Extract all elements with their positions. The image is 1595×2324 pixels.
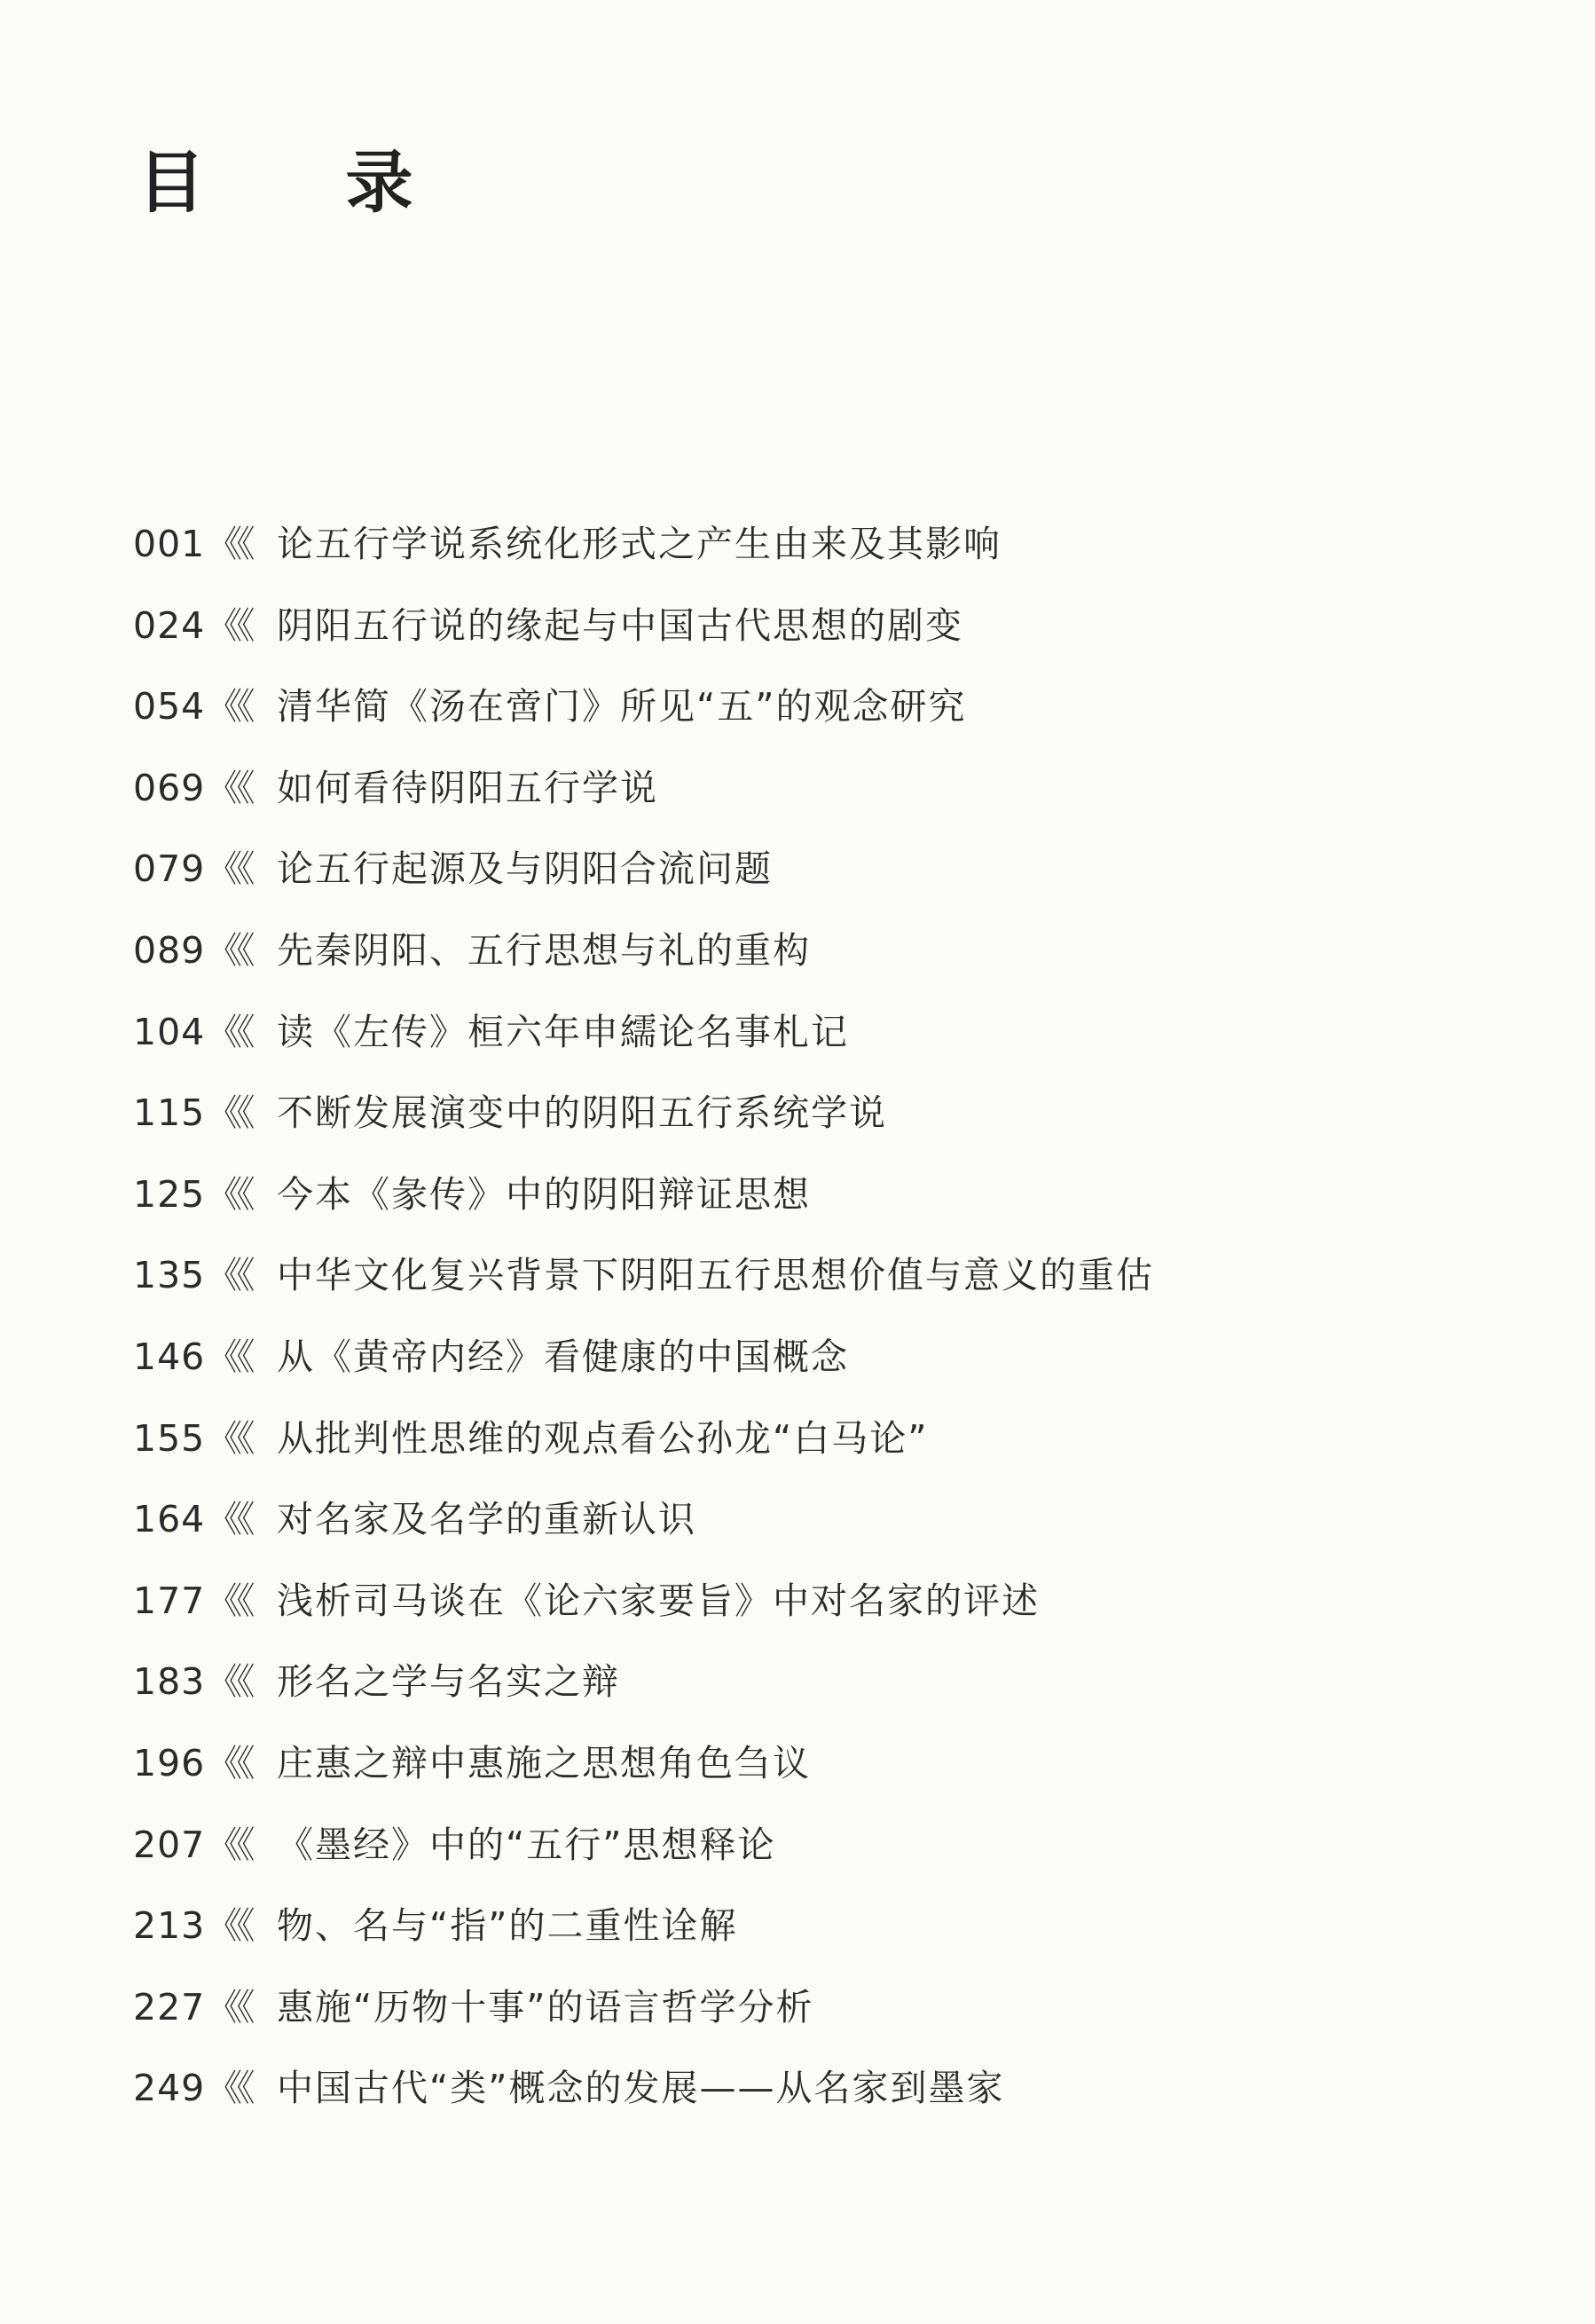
- toc-marker: 《《: [206, 1172, 250, 1216]
- toc-entry-title: 阴阳五行说的缘起与中国古代思想的剧变: [277, 603, 963, 647]
- toc-marker: 《《: [206, 1660, 250, 1704]
- toc-entry: [133, 1488, 1154, 1570]
- toc-entry: [133, 1814, 1154, 1895]
- toc-page-number: 125: [133, 1172, 206, 1216]
- toc-entry: [133, 1082, 1154, 1163]
- toc-entry: [133, 1407, 1154, 1489]
- toc-entry-title: 物、名与“指”的二重性诠解: [277, 1904, 738, 1948]
- toc-entry: [133, 595, 1154, 676]
- toc-entry-title: 如何看待阴阳五行学说: [277, 766, 658, 809]
- toc-marker: 《《: [206, 523, 250, 565]
- toc-page-number: 196: [133, 1741, 206, 1784]
- toc-entry-title: 从批判性思维的观点看公孙龙“白马论”: [277, 1416, 929, 1460]
- toc-marker: 《《: [206, 928, 250, 972]
- toc-marker: 《《: [206, 1823, 250, 1866]
- toc-entry-title: 对名家及名学的重新认识: [277, 1498, 696, 1541]
- toc-marker: 《《: [206, 1254, 250, 1297]
- toc-page-number: 104: [133, 1010, 206, 1053]
- toc-entry-title: 论五行学说系统化形式之产生由来及其影响: [277, 523, 1002, 565]
- toc-marker: 《《: [206, 1741, 250, 1784]
- toc-page-number: 207: [133, 1823, 206, 1866]
- toc-entry-title: 《墨经》中的“五行”思想释论: [277, 1823, 776, 1866]
- toc-page-number: 135: [133, 1254, 206, 1297]
- toc-marker: 《《: [206, 1335, 250, 1378]
- toc-page-number: 079: [133, 847, 206, 891]
- toc-marker: 《《: [206, 1579, 250, 1622]
- toc-marker: 《《: [206, 2067, 250, 2110]
- toc-marker: 《《: [206, 603, 250, 647]
- toc-entry-title: 中华文化复兴背景下阴阳五行思想价值与意义的重估: [277, 1254, 1154, 1297]
- toc-page-number: 115: [133, 1091, 206, 1135]
- toc-marker: 《《: [206, 1416, 250, 1460]
- toc-marker: 《《: [206, 1498, 250, 1541]
- toc-entry-title: 浅析司马谈在《论六家要旨》中对名家的评述: [277, 1579, 1040, 1622]
- toc-entry: [133, 1732, 1154, 1814]
- toc-entry-title: 清华简《汤在啻门》所见“五”的观念研究: [277, 685, 967, 729]
- toc-page-number: 164: [133, 1498, 206, 1541]
- toc-page-number: 146: [133, 1335, 206, 1378]
- page-title: 目 录: [138, 143, 472, 222]
- toc-marker: 《《: [206, 766, 250, 809]
- toc-marker: 《《: [206, 1904, 250, 1948]
- toc-entry: [133, 1244, 1154, 1326]
- toc-entry: [133, 2057, 1154, 2139]
- toc-marker: 《《: [206, 1091, 250, 1135]
- toc-page-number: 001: [133, 523, 206, 565]
- toc-page-number: 155: [133, 1416, 206, 1460]
- toc-marker: 《《: [206, 1985, 250, 2029]
- toc-page-number: 177: [133, 1579, 206, 1622]
- toc-entry-title: 先秦阴阳、五行思想与礼的重构: [277, 928, 811, 972]
- toc-entry: [133, 1163, 1154, 1245]
- toc-page-number: 183: [133, 1660, 206, 1704]
- toc-page-number: 249: [133, 2067, 206, 2110]
- toc-entry: [133, 675, 1154, 757]
- toc-entry: [133, 513, 1154, 595]
- toc-entry-title: 论五行起源及与阴阳合流问题: [277, 847, 773, 891]
- toc-marker: 《《: [206, 685, 250, 729]
- toc-page-number: 054: [133, 685, 206, 729]
- toc-entry-title: 庄惠之辩中惠施之思想角色刍议: [277, 1741, 811, 1784]
- toc-page-number: 227: [133, 1985, 206, 2029]
- toc-entry: [133, 1001, 1154, 1083]
- toc-entry-title: 惠施“历物十事”的语言哲学分析: [277, 1985, 814, 2029]
- toc-entry-title: 不断发展演变中的阴阳五行系统学说: [277, 1091, 887, 1135]
- toc-entry: [133, 1650, 1154, 1732]
- toc-entry-title: 读《左传》桓六年申繻论名事札记: [277, 1010, 849, 1053]
- toc-entry: [133, 1326, 1154, 1407]
- toc-page-number: 213: [133, 1904, 206, 1948]
- toc-marker: 《《: [206, 847, 250, 891]
- toc-page-number: 089: [133, 928, 206, 972]
- table-of-contents: [133, 513, 1154, 2139]
- toc-entry: [133, 919, 1154, 1001]
- toc-entry-title: 形名之学与名实之辩: [277, 1660, 620, 1704]
- toc-entry: [133, 1976, 1154, 2058]
- toc-page-number: 069: [133, 766, 206, 809]
- toc-entry-title: 中国古代“类”概念的发展——从名家到墨家: [277, 2067, 1005, 2110]
- toc-entry-title: 从《黄帝内经》看健康的中国概念: [277, 1335, 849, 1378]
- toc-entry: [133, 838, 1154, 919]
- toc-marker: 《《: [206, 1010, 250, 1053]
- toc-entry: [133, 1895, 1154, 1976]
- toc-entry: [133, 757, 1154, 839]
- toc-page-number: 024: [133, 603, 206, 647]
- toc-entry: [133, 1570, 1154, 1651]
- toc-entry-title: 今本《彖传》中的阴阳辩证思想: [277, 1172, 811, 1216]
